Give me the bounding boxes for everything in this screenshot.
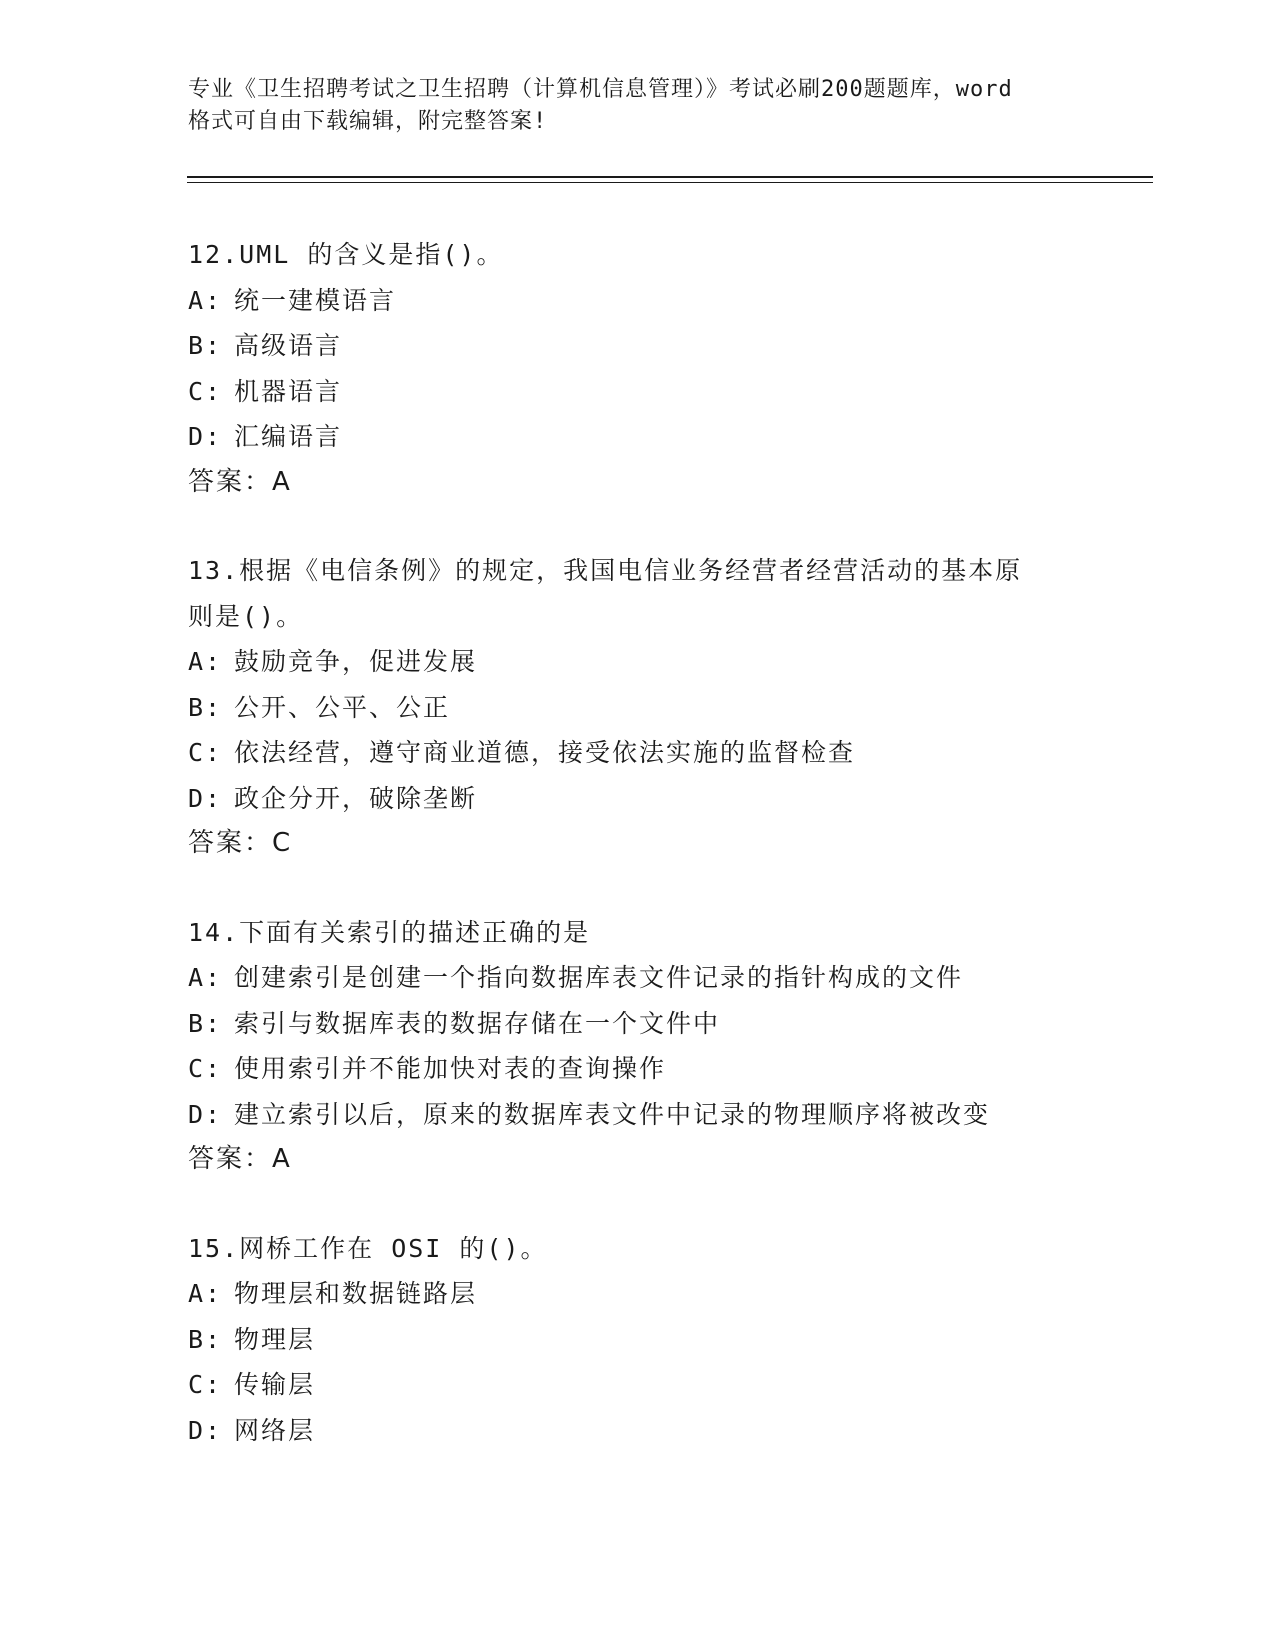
option-text: 建立索引以后，原来的数据库表文件中记录的物理顺序将被改变 bbox=[234, 1099, 991, 1129]
option-label: B: bbox=[188, 331, 223, 360]
option-b bbox=[188, 1317, 1108, 1363]
option-text: 传输层 bbox=[234, 1370, 316, 1399]
option-label: A: bbox=[188, 285, 223, 315]
option-text: 高级语言 bbox=[234, 331, 343, 360]
question-text bbox=[188, 548, 1108, 639]
option-b bbox=[188, 685, 1108, 731]
option-text: 网络层 bbox=[234, 1415, 316, 1445]
option-text: 创建索引是创建一个指向数据库表文件记录的指针构成的文件 bbox=[234, 963, 964, 992]
option-text: 汇编语言 bbox=[234, 422, 343, 451]
option-text: 物理层 bbox=[234, 1324, 316, 1354]
option-text: 机器语言 bbox=[234, 376, 343, 406]
header-divider-thin bbox=[187, 182, 1153, 183]
option-text: 鼓励竞争，促进发展 bbox=[234, 647, 478, 676]
answer: 答案：A bbox=[188, 1144, 292, 1174]
question-text bbox=[188, 232, 1108, 278]
option-a bbox=[188, 639, 1108, 685]
question-13 bbox=[188, 548, 1108, 867]
option-d bbox=[188, 414, 1108, 460]
document-header bbox=[188, 74, 1088, 138]
option-text: 政企分开，破除垄断 bbox=[234, 783, 478, 813]
option-label: C: bbox=[188, 738, 223, 767]
option-a bbox=[188, 955, 1108, 1001]
question-list bbox=[188, 232, 1108, 1496]
header-divider-thick bbox=[187, 176, 1153, 178]
question-text bbox=[188, 910, 1108, 956]
option-text: 使用索引并不能加快对表的查询操作 bbox=[234, 1054, 667, 1083]
option-text: 索引与数据库表的数据存储在一个文件中 bbox=[234, 1008, 721, 1038]
answer: 答案：A bbox=[188, 466, 292, 497]
option-c bbox=[188, 730, 1108, 776]
option-label: A: bbox=[188, 963, 223, 992]
option-label: D: bbox=[188, 422, 223, 451]
answer: 答案：C bbox=[188, 828, 293, 858]
option-label: D: bbox=[188, 783, 223, 813]
option-label: B: bbox=[188, 692, 223, 722]
header-line-1: 专业《卫生招聘考试之卫生招聘（计算机信息管理）》考试必刷200题题库，word bbox=[188, 77, 1013, 102]
question-text-line: 则是()。 bbox=[188, 601, 304, 631]
option-d bbox=[188, 1408, 1108, 1454]
question-text-line: 13.根据《电信条例》的规定，我国电信业务经营者经营活动的基本原 bbox=[188, 556, 1023, 585]
option-label: C: bbox=[188, 1370, 223, 1399]
option-text: 物理层和数据链路层 bbox=[234, 1279, 478, 1308]
question-text-line: 12.UML 的含义是指()。 bbox=[188, 240, 504, 269]
question-15 bbox=[188, 1226, 1108, 1454]
option-label: D: bbox=[188, 1099, 223, 1129]
option-text: 公开、公平、公正 bbox=[234, 692, 451, 722]
option-label: A: bbox=[188, 647, 223, 676]
option-label: B: bbox=[188, 1008, 223, 1038]
option-label: D: bbox=[188, 1415, 223, 1445]
option-text: 依法经营，遵守商业道德，接受依法实施的监督检查 bbox=[234, 738, 856, 767]
question-text-line: 14.下面有关索引的描述正确的是 bbox=[188, 917, 591, 947]
question-12 bbox=[188, 232, 1108, 505]
option-label: C: bbox=[188, 1054, 223, 1083]
option-d bbox=[188, 776, 1108, 822]
option-c bbox=[188, 1362, 1108, 1408]
question-text-line: 15.网桥工作在 OSI 的()。 bbox=[188, 1233, 548, 1263]
header-line-2: 格式可自由下载编辑，附完整答案! bbox=[188, 109, 548, 134]
option-d bbox=[188, 1092, 1108, 1138]
option-text: 统一建模语言 bbox=[234, 285, 397, 315]
question-text bbox=[188, 1226, 1108, 1272]
option-c bbox=[188, 1046, 1108, 1092]
option-b bbox=[188, 1001, 1108, 1047]
option-b bbox=[188, 323, 1108, 369]
option-label: C: bbox=[188, 376, 223, 406]
option-a bbox=[188, 278, 1108, 324]
question-14 bbox=[188, 910, 1108, 1183]
option-label: B: bbox=[188, 1324, 223, 1354]
option-a bbox=[188, 1271, 1108, 1317]
option-c bbox=[188, 369, 1108, 415]
option-label: A: bbox=[188, 1279, 223, 1308]
